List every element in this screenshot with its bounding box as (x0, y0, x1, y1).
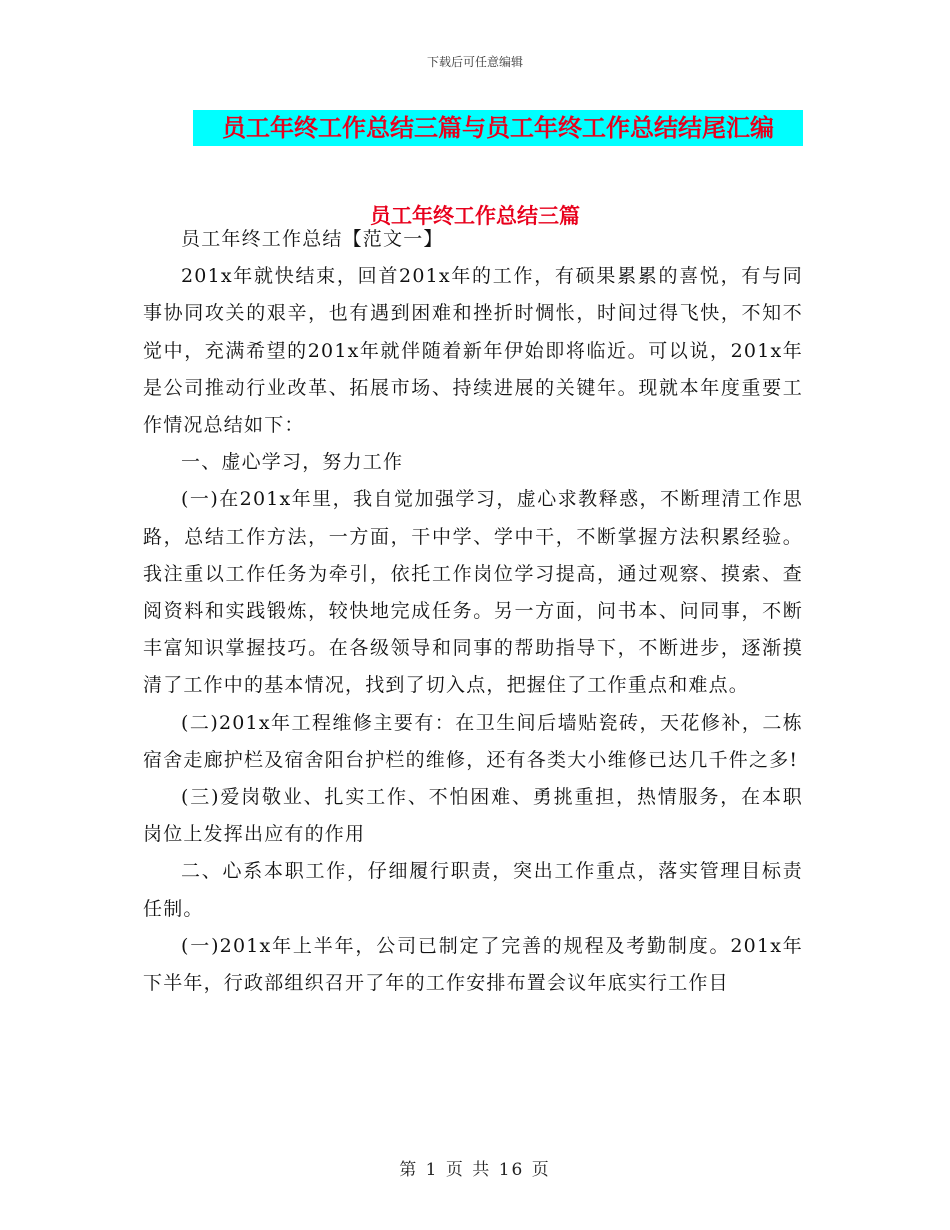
paragraph-item-1-2: (二)201x年工程维修主要有：在卫生间后墙贴瓷砖，天花修补，二栋宿舍走廊护栏及宿舍阳台护栏的维修，还有各类大小维修已达几千件之多! (143, 711, 803, 771)
paragraph-heading-1: 一、虚心学习，努力工作 (181, 451, 404, 474)
header-note: 下载后可任意编辑 (426, 55, 523, 69)
section-title: 员工年终工作总结三篇 (370, 204, 580, 228)
paragraph-sample-heading: 员工年终工作总结【范文一】 (181, 228, 444, 250)
paragraph-item-1-3: (三)爱岗敬业、扎实工作、不怕困难、勇挑重担，热情服务，在本职岗位上发挥出应有的作用 (143, 786, 803, 846)
page-number: 第 1 页 共 16 页 (399, 1160, 551, 1180)
paragraph-item-2-1: (一)201x年上半年，公司已制定了完善的规程及考勤制度。201x年下半年，行政部组织召开了年的工作安排布置会议年底实行工作目 (143, 934, 803, 995)
paragraph-heading-2: 二、心系本职工作，仔细履行职责，突出工作重点，落实管理目标责任制。 (143, 860, 803, 920)
paragraph-intro: 201x年就快结束，回首201x年的工作，有硕果累累的喜悦，有与同事协同攻关的艰辛，也有遇到困难和挫折时惆怅，时间过得飞快，不知不觉中，充满希望的201x年就伴随着新年伊始即将临近。可以说，201x年是公司推动行业改革、拓展市场、持续进展的关键年。现就本年度重要工作情况总结如下： (143, 265, 803, 437)
document-main-title: 员工年终工作总结三篇与员工年终工作总结结尾汇编 (193, 110, 803, 146)
paragraph-item-1-1: (一)在201x年里，我自觉加强学习，虚心求教释惑，不断理清工作思路，总结工作方法，一方面，干中学、学中干，不断掌握方法积累经验。我注重以工作任务为牵引，依托工作岗位学习提高，通过观察、摸索、查阅资料和实践锻炼，较快地完成任务。另一方面，问书本、问同事，不断丰富知识掌握技巧。在各级领导和同事的帮助指导下，不断进步，逐渐摸清了工作中的基本情况，找到了切入点，把握住了工作重点和难点。 (143, 488, 803, 697)
document-body (143, 221, 803, 1002)
